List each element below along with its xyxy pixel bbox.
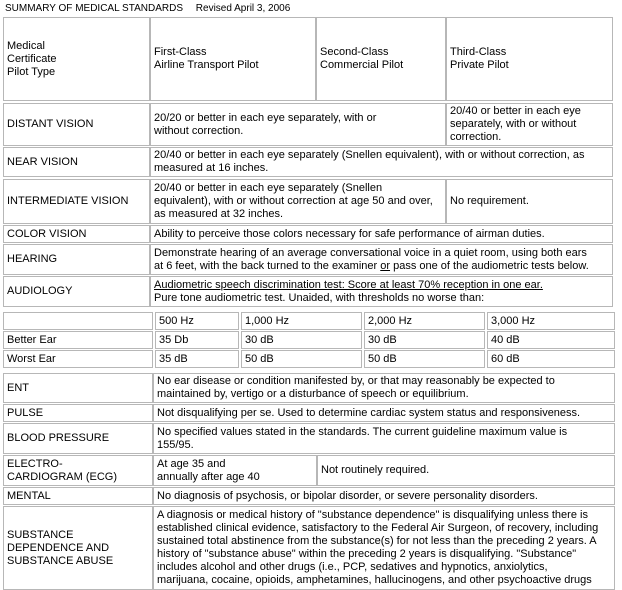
better-ear-3000: 40 dB bbox=[487, 331, 615, 349]
worst-ear-2000: 50 dB bbox=[364, 350, 485, 368]
freq-header-2000: 2,000 Hz bbox=[364, 312, 485, 330]
mental-all: No diagnosis of psychosis, or bipolar disorder, or severe personality disorders. bbox=[153, 487, 615, 505]
audiology-all: Audiometric speech discrimination test: Score at least 70% reception in one ear. Pure tone audiometric test. Unaided, with thresholds no worse than: bbox=[150, 276, 613, 307]
revision-date: Revised April 3, 2006 bbox=[195, 3, 291, 14]
ent-all: No ear disease or condition manifested by, or that may reasonably be expected to maintained by, vertigo or a disturbance of speech or equilibrium. bbox=[153, 373, 615, 403]
better-ear-2000: 30 dB bbox=[364, 331, 485, 349]
row-label-blood-pressure: BLOOD PRESSURE bbox=[3, 423, 153, 454]
document-caption bbox=[5, 3, 290, 15]
freq-header-1000: 1,000 Hz bbox=[241, 312, 362, 330]
row-label-ecg: ELECTRO- CARDIOGRAM (ECG) bbox=[3, 455, 153, 486]
ecg-second-third: Not routinely required. bbox=[317, 455, 615, 486]
header-third-class: Third-Class Private Pilot bbox=[446, 17, 613, 101]
better-ear-label: Better Ear bbox=[3, 331, 153, 349]
freq-header-3000: 3,000 Hz bbox=[487, 312, 615, 330]
header-second-class: Second-Class Commercial Pilot bbox=[316, 17, 446, 101]
row-label-ent: ENT bbox=[3, 373, 153, 403]
near-vision-all: 20/40 or better in each eye separately (Snellen equivalent), with or without correction, as measured at 16 inches. bbox=[150, 147, 613, 177]
worst-ear-label: Worst Ear bbox=[3, 350, 153, 368]
row-label-pulse: PULSE bbox=[3, 404, 153, 422]
header-type-cell: Medical Certificate Pilot Type bbox=[3, 17, 150, 101]
freq-header-500: 500 Hz bbox=[155, 312, 239, 330]
document-title: SUMMARY OF MEDICAL STANDARDS bbox=[5, 3, 183, 14]
blood-pressure-all: No specified values stated in the standards. The current guideline maximum value is 155/95. bbox=[153, 423, 615, 454]
better-ear-500: 35 Db bbox=[155, 331, 239, 349]
header-first-class: First-Class Airline Transport Pilot bbox=[150, 17, 316, 101]
better-ear-1000: 30 dB bbox=[241, 331, 362, 349]
substance-all: A diagnosis or medical history of "substance dependence" is disqualifying unless there is established clinical evidence, satisfactory to the Federal Air Surgeon, of recovery, including sustained total abstinence from the substance(s) for not less than the preceding 2 years. A history of "substance abuse" within the preceding 2 years is disqualifying. "Substance" includes alcohol and other drugs (i.e., PCP, sedatives and hypnotics, anxiolytics, marijuana, cocaine, opioids, amphetamines, hallucinogens, and other psychoactive drugs bbox=[153, 506, 615, 590]
row-label-intermediate-vision: INTERMEDIATE VISION bbox=[3, 179, 150, 224]
freq-header-blank bbox=[3, 312, 153, 330]
distant-vision-third: 20/40 or better in each eye separately, with or without correction. bbox=[446, 103, 613, 146]
row-label-audiology: AUDIOLOGY bbox=[3, 276, 150, 307]
row-label-mental: MENTAL bbox=[3, 487, 153, 505]
ecg-first-class: At age 35 and annually after age 40 bbox=[153, 455, 317, 486]
intermediate-vision-third: No requirement. bbox=[446, 179, 613, 224]
worst-ear-3000: 60 dB bbox=[487, 350, 615, 368]
color-vision-all: Ability to perceive those colors necessary for safe performance of airman duties. bbox=[150, 225, 613, 243]
row-label-substance: SUBSTANCE DEPENDENCE AND SUBSTANCE ABUSE bbox=[3, 506, 153, 590]
row-label-color-vision: COLOR VISION bbox=[3, 225, 150, 243]
pulse-all: Not disqualifying per se. Used to determine cardiac system status and responsiveness. bbox=[153, 404, 615, 422]
row-label-distant-vision: DISTANT VISION bbox=[3, 103, 150, 146]
intermediate-vision-first-second: 20/40 or better in each eye separately (Snellen equivalent), with or without correction at age 50 and over, as measured at 32 inches. bbox=[150, 179, 446, 224]
row-label-hearing: HEARING bbox=[3, 244, 150, 275]
row-label-near-vision: NEAR VISION bbox=[3, 147, 150, 177]
distant-vision-first-second: 20/20 or better in each eye separately, with or without correction. bbox=[150, 103, 446, 146]
hearing-all: Demonstrate hearing of an average conversational voice in a quiet room, using both ears at 6 feet, with the back turned to the examiner or pass one of the audiometric tests below. bbox=[150, 244, 613, 275]
worst-ear-1000: 50 dB bbox=[241, 350, 362, 368]
worst-ear-500: 35 dB bbox=[155, 350, 239, 368]
